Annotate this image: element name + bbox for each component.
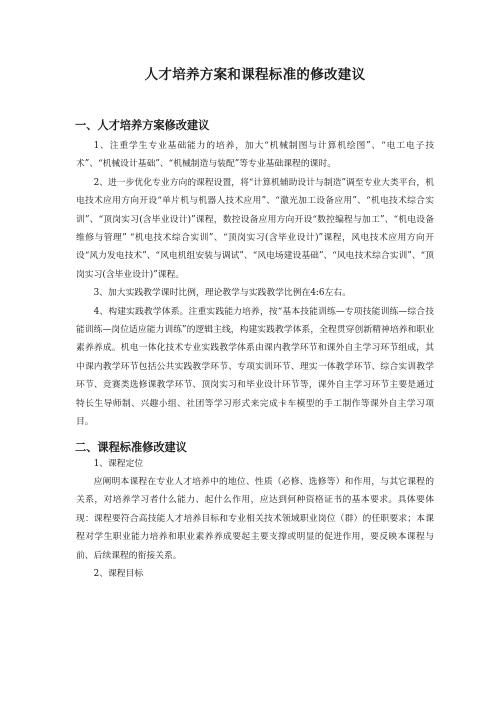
subheading-course-positioning: 1、课程定位 [93,458,144,469]
section-heading-training-plan: 一、人才培养方案修改建议 [75,119,210,132]
paragraph-course-optimization: 2、进一步优化专业方向的课程设置，将“计算机辅助设计与制造”调至专业大类平台，机电技术应用方向开设“单片机与机器人技术应用”、“激光加工设备应用”、“机电技术综合实训”、“顶岗实习(含毕业设计)”课程，数控设备应用方向开设“数控编程与加工”、“机电设备维修与管理” “机电技术综合实训”、“顶岗实习(含毕业设计)”课程，风电技术应用方向开设“风力发电技术”、“风电机组安装与调试”、“风电场建设基础”、“风电技术综合实训”、“顶岗实习(含毕业设计)”课程。 [76,177,434,280]
paragraph-practice-ratio: 3、加大实践教学课时比例，理论教学与实践教学比例在4:6左右。 [93,288,351,299]
section-heading-curriculum-standards: 二、课程标准修改建议 [75,440,187,454]
subheading-course-objectives: 2、课程目标 [93,568,144,579]
document-title: 人才培养方案和课程标准的修改建议 [144,67,366,83]
paragraph-practice-system: 4、构建实践教学体系。注重实践能力培养，按“基本技能训练—专项技能训练—综合技能训练—岗位适应能力训练”的逻辑主线，构建实践教学体系，全程贯穿创新精神培养和职业素养养成。机电一体化技术专业实践教学体系由课内教学环节和课外自主学习环节组成，其中课内教学环节包括公共实践教学环节、专项实训环节、理实一体教学环节、综合实训教学环节、竞赛类选修课教学环节、顶岗实习和毕业设计环节等，课外自主学习环节主要是通过特长生导师制、兴趣小组、社团等学习形式来完成卡车模型的手工制作等课外自主学习项目。 [76,306,434,428]
paragraph-course-positioning: 应阐明本课程在专业人才培养中的地位、性质（必修、选修等）和作用，与其它课程的关系，对培养学习者什么能力、起什么作用，应达到何种资格证书的基本要求。具体要体现：课程要符合高技能人才培养目标和专业相关技术领域职业岗位（群）的任职要求；本课程对学生职业能力培养和职业素养养成要起主要支撑或明显的促进作用，要反映本课程与前、后续课程的衔接关系。 [76,476,434,561]
paragraph-basic-courses: 1、注重学生专业基础能力的培养，加大“机械制图与计算机绘图”、“电工电子技术”、“机械设计基础”、“机械制造与装配”等专业基础课程的课时。 [76,141,434,170]
